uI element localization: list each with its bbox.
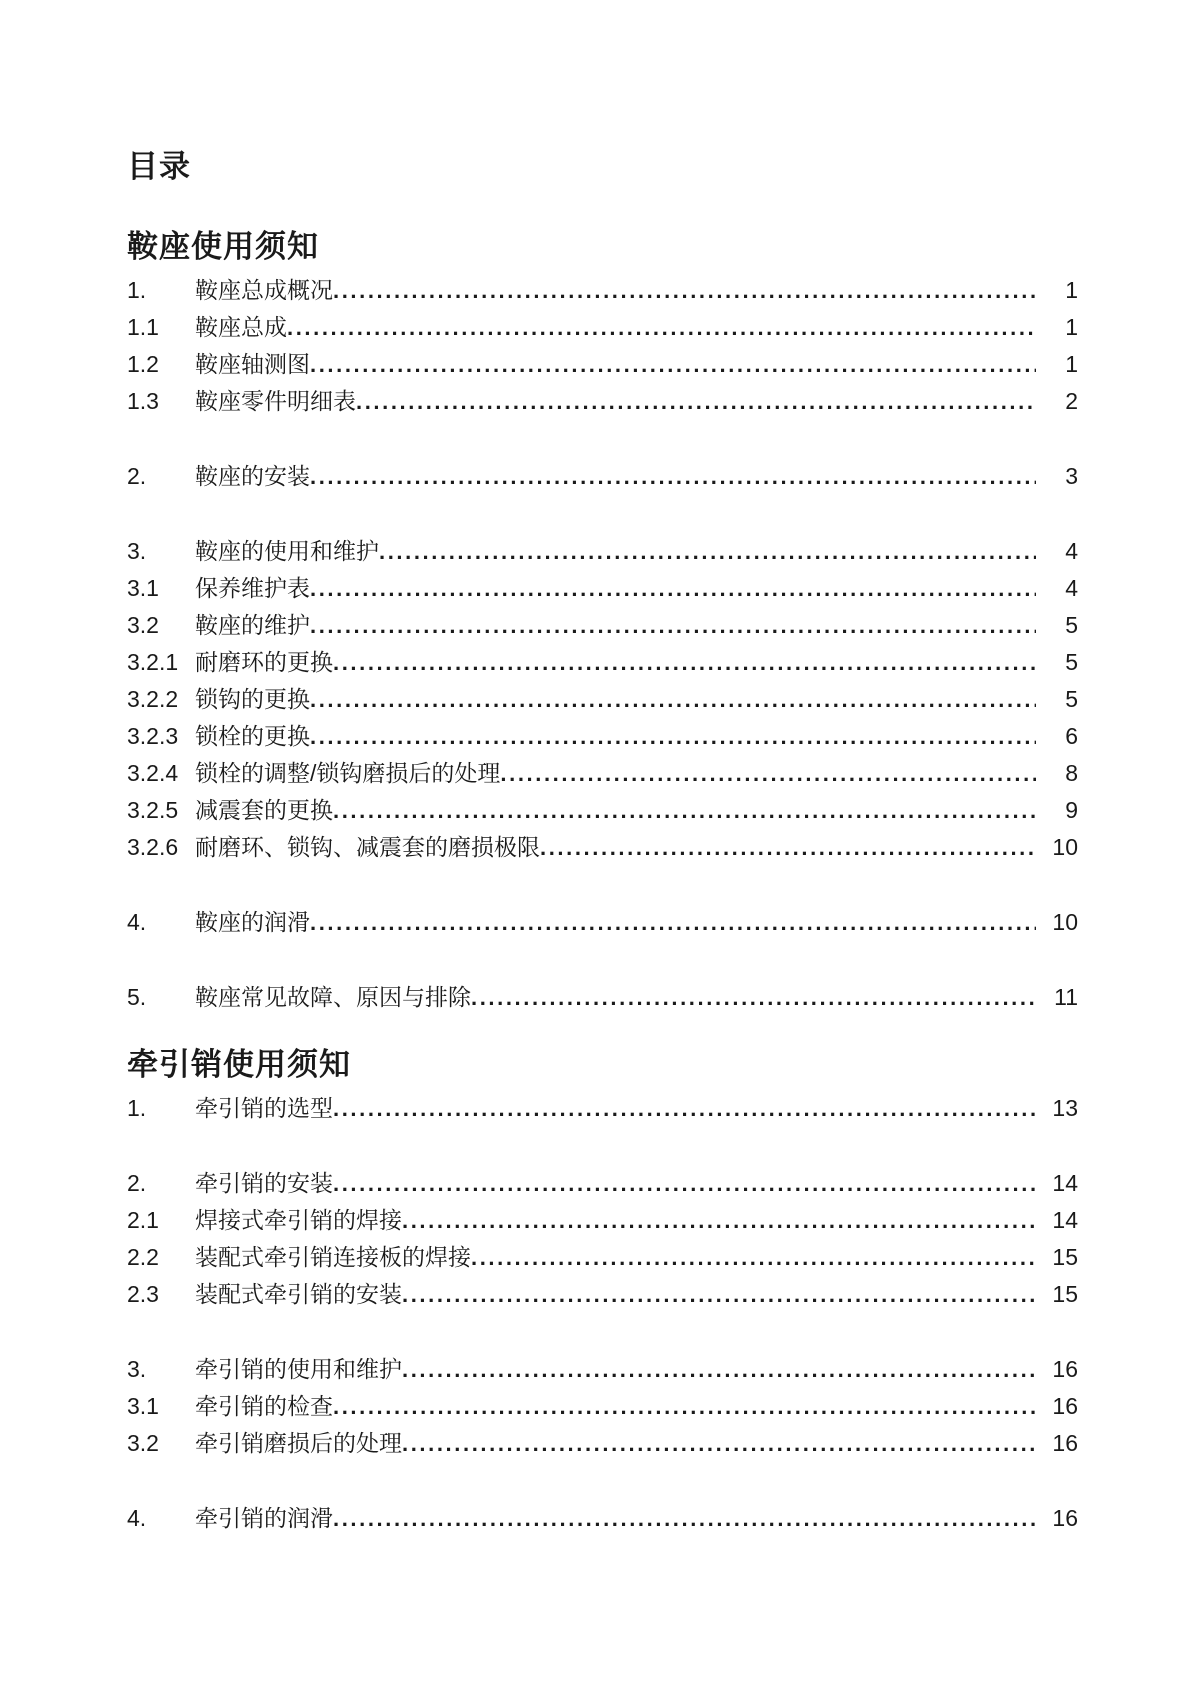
entry-number: 2.2 xyxy=(127,1244,159,1270)
dot-leader xyxy=(287,309,1036,346)
entry-label: 保养维护表 xyxy=(195,575,310,601)
entry-page: 16 xyxy=(1052,1430,1078,1456)
entry-page: 10 xyxy=(1052,834,1078,860)
toc-entry xyxy=(127,1165,1078,1202)
entry-label: 鞍座的安装 xyxy=(195,463,310,489)
entry-number: 1.2 xyxy=(127,351,159,377)
entry-label: 锁钩的更换 xyxy=(195,686,310,712)
toc-entry xyxy=(127,607,1078,644)
dot-leader xyxy=(310,346,1036,383)
entry-label: 鞍座常见故障、原因与排除 xyxy=(195,984,471,1010)
dot-leader xyxy=(310,458,1036,495)
entry-number: 2.3 xyxy=(127,1281,159,1307)
entry-label: 牵引销的使用和维护 xyxy=(195,1356,402,1382)
dot-leader xyxy=(379,533,1036,570)
entry-label: 耐磨环的更换 xyxy=(195,649,333,675)
entry-number: 2.1 xyxy=(127,1207,159,1233)
toc-entry xyxy=(127,533,1078,570)
dot-leader xyxy=(333,1388,1036,1425)
toc-entry xyxy=(127,718,1078,755)
entry-number: 3.1 xyxy=(127,575,159,601)
entry-label: 鞍座轴测图 xyxy=(195,351,310,377)
entry-label: 牵引销的检查 xyxy=(195,1393,333,1419)
dot-leader xyxy=(402,1425,1036,1462)
toc-section xyxy=(127,228,1078,1016)
toc-entry xyxy=(127,1276,1078,1313)
entry-page: 4 xyxy=(1065,575,1078,601)
toc-entry xyxy=(127,792,1078,829)
toc-entry xyxy=(127,272,1078,309)
entry-page: 14 xyxy=(1052,1170,1078,1196)
dot-leader xyxy=(356,383,1036,420)
toc-entry xyxy=(127,1388,1078,1425)
toc-entry xyxy=(127,1239,1078,1276)
toc-entry xyxy=(127,755,1078,792)
dot-leader xyxy=(402,1276,1036,1313)
entry-number: 3.2 xyxy=(127,612,159,638)
entry-label: 装配式牵引销连接板的焊接 xyxy=(195,1244,471,1270)
entry-label: 耐磨环、锁钩、减震套的磨损极限 xyxy=(195,834,540,860)
dot-leader xyxy=(333,792,1036,829)
entry-number: 3.2.6 xyxy=(127,834,179,860)
dot-leader xyxy=(333,644,1036,681)
entry-page: 1 xyxy=(1065,351,1078,377)
toc-entry xyxy=(127,1425,1078,1462)
entry-label: 鞍座总成 xyxy=(195,314,287,340)
dot-leader xyxy=(310,904,1036,941)
entry-number: 1. xyxy=(127,1095,147,1121)
entry-label: 装配式牵引销的安装 xyxy=(195,1281,402,1307)
toc-entry xyxy=(127,681,1078,718)
toc-entry xyxy=(127,1202,1078,1239)
dot-leader xyxy=(471,979,1036,1016)
entry-label: 焊接式牵引销的焊接 xyxy=(195,1207,402,1233)
entry-page: 6 xyxy=(1065,723,1078,749)
entry-number: 1. xyxy=(127,277,147,303)
entry-label: 鞍座总成概况 xyxy=(195,277,333,303)
dot-leader xyxy=(333,1165,1036,1202)
entry-label: 牵引销的润滑 xyxy=(195,1505,333,1531)
dot-leader xyxy=(500,755,1036,792)
dot-leader xyxy=(310,607,1036,644)
dot-leader xyxy=(310,681,1036,718)
entry-number: 3. xyxy=(127,1356,147,1382)
toc-entry xyxy=(127,904,1078,941)
dot-leader xyxy=(402,1202,1036,1239)
entry-number: 3.2 xyxy=(127,1430,159,1456)
toc-entry xyxy=(127,1351,1078,1388)
entry-number: 3.2.3 xyxy=(127,723,179,749)
entry-label: 减震套的更换 xyxy=(195,797,333,823)
entry-page: 5 xyxy=(1065,649,1078,675)
entry-number: 3.1 xyxy=(127,1393,159,1419)
entry-page: 3 xyxy=(1065,463,1078,489)
dot-leader xyxy=(333,1090,1036,1127)
entry-number: 3.2.5 xyxy=(127,797,179,823)
entry-number: 3.2.4 xyxy=(127,760,179,786)
entry-number: 5. xyxy=(127,984,147,1010)
toc-entry xyxy=(127,1090,1078,1127)
entry-page: 1 xyxy=(1065,277,1078,303)
section-entries xyxy=(127,272,1078,1016)
entry-number: 3.2.2 xyxy=(127,686,179,712)
toc-entry xyxy=(127,458,1078,495)
entry-number: 4. xyxy=(127,1505,147,1531)
entry-number: 3. xyxy=(127,538,147,564)
entry-label: 鞍座的润滑 xyxy=(195,909,310,935)
entry-page: 8 xyxy=(1065,760,1078,786)
dot-leader xyxy=(310,718,1036,755)
entry-page: 10 xyxy=(1052,909,1078,935)
entry-number: 2. xyxy=(127,1170,147,1196)
toc-entry xyxy=(127,979,1078,1016)
toc-entry xyxy=(127,1500,1078,1537)
dot-leader xyxy=(310,570,1036,607)
toc-entry xyxy=(127,346,1078,383)
entry-page: 9 xyxy=(1065,797,1078,823)
entry-page: 5 xyxy=(1065,686,1078,712)
section-heading: 牵引销使用须知 xyxy=(127,1047,351,1082)
dot-leader xyxy=(333,272,1036,309)
entry-page: 4 xyxy=(1065,538,1078,564)
entry-number: 1.1 xyxy=(127,314,159,340)
entry-label: 锁栓的调整/锁钩磨损后的处理 xyxy=(195,760,501,786)
entry-number: 3.2.1 xyxy=(127,649,179,675)
entry-label: 鞍座的维护 xyxy=(195,612,310,638)
toc-entry xyxy=(127,383,1078,420)
entry-page: 16 xyxy=(1052,1356,1078,1382)
entry-page: 1 xyxy=(1065,314,1078,340)
entry-label: 牵引销磨损后的处理 xyxy=(195,1430,402,1456)
entry-page: 15 xyxy=(1052,1244,1078,1270)
entry-page: 2 xyxy=(1065,388,1078,414)
entry-label: 牵引销的安装 xyxy=(195,1170,333,1196)
entry-number: 2. xyxy=(127,463,147,489)
dot-leader xyxy=(540,829,1036,866)
toc-entry xyxy=(127,644,1078,681)
toc-entry xyxy=(127,829,1078,866)
section-entries xyxy=(127,1090,1078,1537)
entry-label: 牵引销的选型 xyxy=(195,1095,333,1121)
dot-leader xyxy=(402,1351,1036,1388)
entry-page: 13 xyxy=(1052,1095,1078,1121)
entry-page: 15 xyxy=(1052,1281,1078,1307)
dot-leader xyxy=(333,1500,1036,1537)
toc-entry xyxy=(127,309,1078,346)
dot-leader xyxy=(471,1239,1036,1276)
entry-label: 锁栓的更换 xyxy=(195,723,310,749)
entry-page: 11 xyxy=(1054,984,1078,1010)
entry-number: 4. xyxy=(127,909,147,935)
entry-label: 鞍座零件明细表 xyxy=(195,388,356,414)
entry-page: 14 xyxy=(1052,1207,1078,1233)
page-title: 目录 xyxy=(127,149,191,184)
entry-page: 16 xyxy=(1052,1393,1078,1419)
toc-entry xyxy=(127,570,1078,607)
toc-section xyxy=(127,1046,1078,1537)
section-heading: 鞍座使用须知 xyxy=(127,229,319,264)
entry-page: 16 xyxy=(1052,1505,1078,1531)
entry-number: 1.3 xyxy=(127,388,159,414)
entry-page: 5 xyxy=(1065,612,1078,638)
entry-label: 鞍座的使用和维护 xyxy=(195,538,379,564)
table-of-contents xyxy=(127,228,1078,1537)
